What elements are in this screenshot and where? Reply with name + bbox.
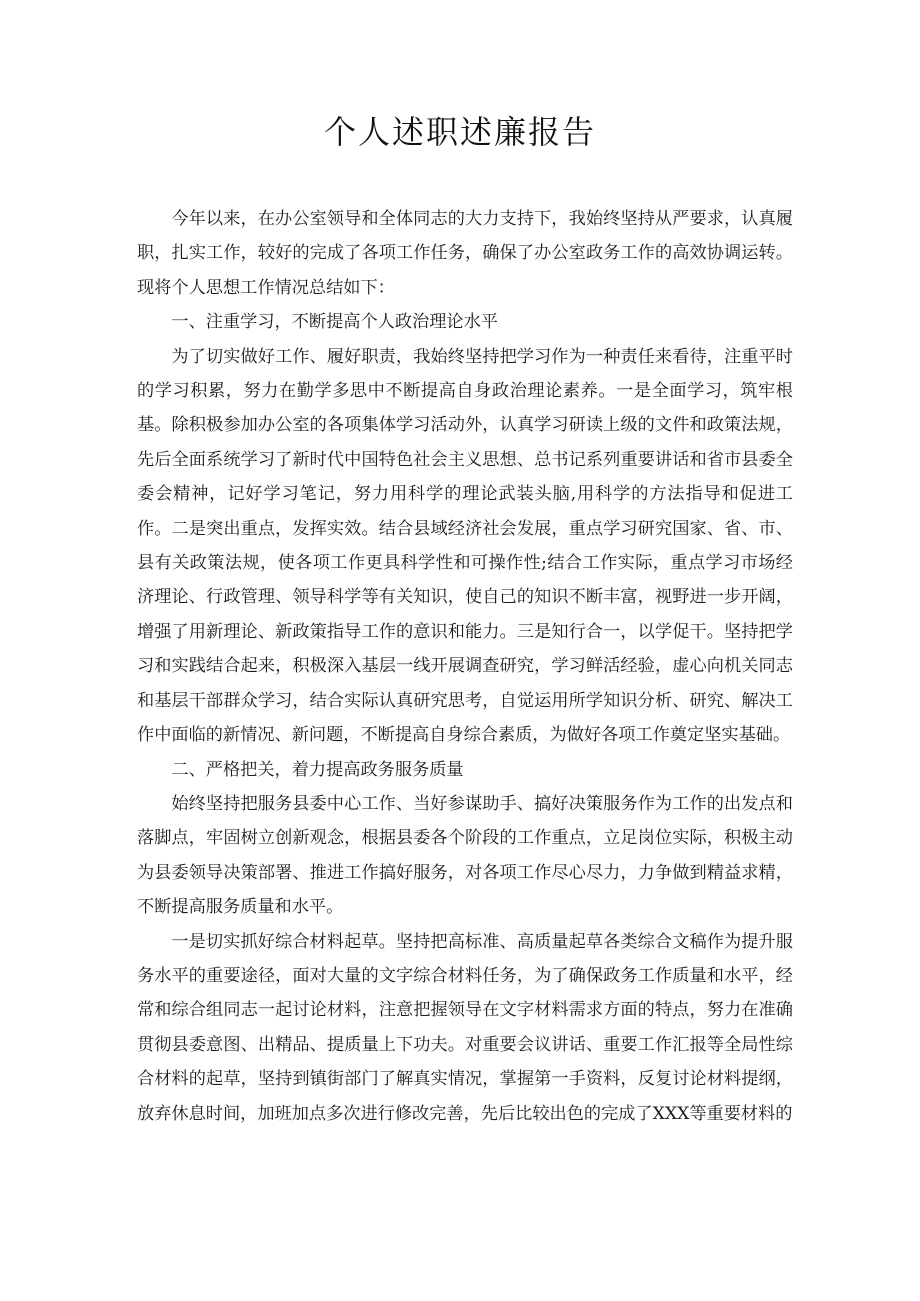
paragraph-materials: 一是切实抓好综合材料起草。坚持把高标准、高质量起草各类综合文稿作为提升服务水平的重要途径，面对大量的文字综合材料任务，为了确保政务工作质量和水平，经常和综合组同志一起讨论材料，注意把握领导在文字材料需求方面的特点，努力在准确贯彻县委意图、出精品、提质量上下功夫。对重要会议讲话、重要工作汇报等全局性综合材料的起草，坚持到镇街部门了解真实情况，掌握第一手资料，反复讨论材料提纲，放弃休息时间，加班加点多次进行修改完善，先后比较出色的完成了XXX等重要材料的 (137, 931, 793, 1124)
paragraph-intro: 今年以来，在办公室领导和全体同志的大力支持下，我始终坚持从严要求，认真履职，扎实工作，较好的完成了各项工作任务，确保了办公室政务工作的高效协调运转。现将个人思想工作情况总结如下： (137, 209, 793, 298)
section-heading-2: 二、严格把关，着力提高政务服务质量 (171, 759, 464, 780)
document-title: 个人述职述廉报告 (323, 113, 596, 151)
paragraph-study: 为了切实做好工作、履好职责，我始终坚持把学习作为一种责任来看待，注重平时的学习积累，努力在勤学多思中不断提高自身政治理论素养。一是全面学习，筑牢根基。除积极参加办公室的各项集体学习活动外，认真学习研读上级的文件和政策法规，先后全面系统学习了新时代中国特色社会主义思想、总书记系列重要讲话和省市县委全委会精神，记好学习笔记，努力用科学的理论武装头脑,用科学的方法指导和促进工作。二是突出重点，发挥实效。结合县域经济社会发展，重点学习研究国家、省、市、县有关政策法规，使各项工作更具科学性和可操作性;结合工作实际，重点学习市场经济理论、行政管理、领导科学等有关知识，使自己的知识不断丰富，视野进一步开阔，增强了用新理论、新政策指导工作的意识和能力。三是知行合一，以学促干。坚持把学习和实践结合起来，积极深入基层一线开展调查研究，学习鲜活经验，虚心向机关同志和基层干部群众学习，结合实际认真研究思考，自觉运用所学知识分析、研究、解决工作中面临的新情况、新问题，不断提高自身综合素质，为做好各项工作奠定坚实基础。 (137, 346, 793, 746)
document-body (137, 202, 793, 1131)
section-heading-1: 一、注重学习，不断提高个人政治理论水平 (171, 312, 498, 333)
paragraph-service: 始终坚持把服务县委中心工作、当好参谋助手、搞好决策服务作为工作的出发点和落脚点，牢固树立创新观念，根据县委各个阶段的工作重点，立足岗位实际，积极主动为县委领导决策部署、推进工作搞好服务，对各项工作尽心尽力，力争做到精益求精，不断提高服务质量和水平。 (137, 793, 793, 918)
